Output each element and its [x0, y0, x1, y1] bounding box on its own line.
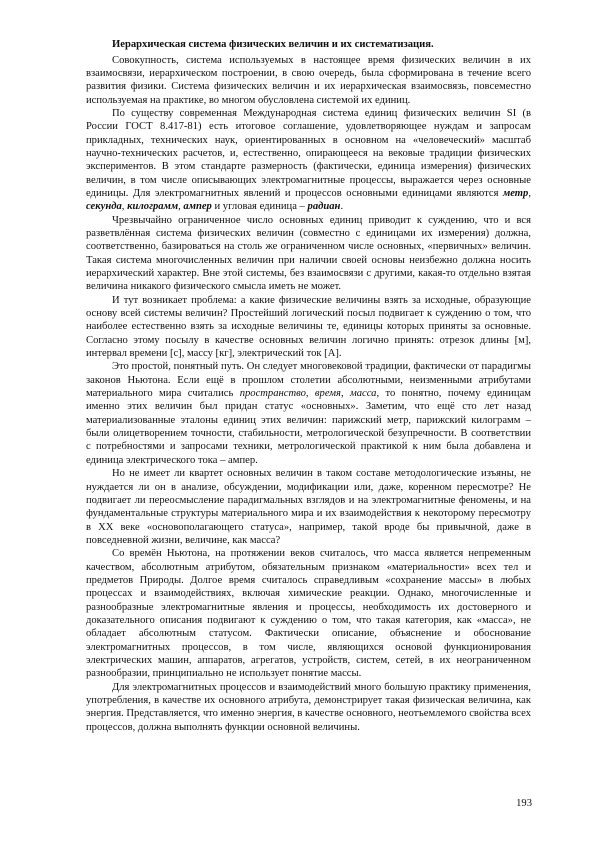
paragraph-3: [86, 214, 531, 294]
unit-sekunda: секунда: [86, 201, 122, 213]
paragraph-5-italic: пространство, время, масса: [239, 388, 377, 400]
section-title: Иерархическая система физических величин и их систематизация.: [112, 39, 434, 50]
page-number: 193: [516, 798, 532, 809]
document-page: [86, 38, 531, 734]
paragraph-1: [86, 54, 531, 107]
separator-2: ,: [121, 201, 128, 213]
unit-amper: ампер: [183, 201, 212, 213]
paragraph-7: [86, 547, 531, 680]
paragraph-6: [86, 467, 531, 547]
paragraph-6-text: Но не имеет ли квартет основных величин в таком составе методологические изъяны, не нуждается ли он в анализе, обсуждении, модификации или, даже, коренном пересмотре? Не подвигает ли переосмысление парадигмальных взглядов и на электромагнитные феномены, и на фундаментальные структуры материального мира и их взаимодействия к некоторому пересмотру в XX веке «основополагающего статуса», например, такой вроде бы привычной, даже в повседневной жизни, величине, как масса?: [86, 468, 531, 546]
paragraph-2-text-after: .: [340, 201, 344, 213]
paragraph-5-text-after: , то понятно, почему единицам именно этих величин был придан статус «основных». Заметим, что ещё сто лет назад материализованные эталоны единиц этих величин: парижский метр, парижский килограмм – были олицетворением точности, стабильности, метрологической безупречности. В соответствии с потребностями и запросами техники, метрологической практикой к ним была добавлена и единица электрического тока – ампер.: [86, 388, 531, 466]
paragraph-8-text: Для электромагнитных процессов и взаимодействий много большую практику применения, употребления, в качестве их основного атрибута, демонстрирует такая физическая величина, как энергия. Представляется, что именно энергия, в качестве основного, неотъемлемого свойства всех процессов, должна выполнять функции основной величины.: [86, 681, 531, 733]
unit-metr: метр: [502, 187, 529, 199]
paragraph-8: [86, 681, 531, 734]
paragraph-4-text: И тут возникает проблема: а какие физические величины взять за исходные, образующие основу всей системы величин? Простейший логический посыл подвигает к суждению о том, что наиболее естественно взять за исходные величины те, единицы которых приняты за основные. Согласно этому посылу в качестве основных величин логично принять: отрезок длины [м], интервал времени [с], массу [кг], электрический ток [А].: [86, 294, 531, 360]
unit-radian: радиан: [307, 201, 341, 213]
paragraph-2-text-before: По существу современная Международная система единиц физических величин SI (в России ГОСТ 8.417-81) есть итоговое соглашение, удовлетворяющее нуждам и запросам прикладных, технических наук, ориентированных в основном на «человеческий» масштаб научно-технических расчетов, и, естественно, опирающееся на вековые традиции физических экспериментов. В этом стандарте размерность (фактически, единица измерения) физических величин, в том числе описывающих электромагнитные процессы, выражается через основные единицы. Для электромагнитных явлений и процессов основными единицами являются: [86, 107, 531, 199]
paragraph-4: [86, 294, 531, 361]
paragraph-5-text-before: Это простой, понятный путь. Он следует многовековой традиции, фактически от парадигмы законов Ньютона. Если ещё в прошлом столетии абсолютными, неизменными атрибутами материального мира считались: [86, 361, 531, 400]
paragraph-1-text: Совокупность, система используемых в настоящее время физических величин в их взаимосвязи, иерархическом построении, в свою очередь, была сформирована в течение всего развития физики. Система физических величин и их иерархическая взаимосвязь, повсеместно используемая на практике, во многом обусловлена системой их единиц.: [86, 54, 531, 106]
separator-3: ,: [178, 201, 184, 213]
paragraph-2-text-middle: и угловая единица –: [211, 201, 308, 213]
unit-kilogramm: килограмм: [127, 201, 179, 213]
paragraph-2: [86, 107, 531, 214]
paragraph-7-text: Со времён Ньютона, на протяжении веков считалось, что масса является непременным качеством, абсолютным атрибутом, обязательным признаком «материальности» всех тел и предметов Природы. Долгое время считалось справедливым «сохранение массы» в любых процессах и взаимодействиях, включая химические реакции. Однако, многочисленные и разнообразные электромагнитные явления и процессы, необходимость их достоверного и доказательного описания подвигают к суждению о том, что такая категория, как «масса», не обладает абсолютным статусом. Фактически описание, объяснение и обоснование электромагнитных процессов, в том числе, являющихся основой функционирования электрических машин, аппаратов, агрегатов, устройств, систем, сетей, в их неограниченном разнообразии, принципиально не использует понятие массы.: [86, 548, 531, 680]
paragraph-3-text: Чрезвычайно ограниченное число основных единиц приводит к суждению, что и вся разветвлённая система физических величин (совместно с единицами их измерения) должна, соответственно, базироваться на столь же ограниченном числе основных, «первичных» величин. Такая система многочисленных величин при наличии своей основы неизбежно должна носить иерархический характер. Вне этой системы, без взаимосвязи с другими, какая-то отдельно взятая величина никакого физического смысла иметь не может.: [86, 214, 531, 293]
paragraph-5: [86, 360, 531, 467]
separator-1: ,: [528, 187, 531, 199]
